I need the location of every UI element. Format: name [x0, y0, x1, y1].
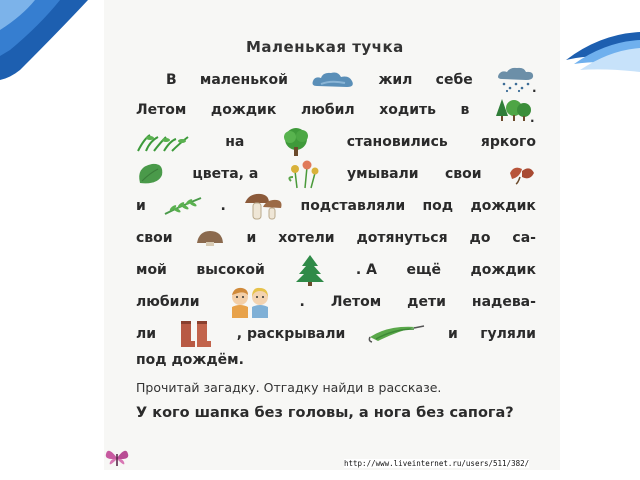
word: подставляли — [300, 198, 406, 214]
children-icon — [226, 285, 274, 319]
word: любили — [136, 294, 200, 310]
grass-icon — [136, 131, 192, 153]
umbrella-icon — [368, 323, 426, 345]
svg-text:.: . — [531, 81, 537, 95]
fern-icon — [163, 196, 203, 216]
word: цвета, а — [192, 166, 259, 182]
story-line-10 — [136, 344, 536, 376]
watermark-url: http://www.liveinternet.ru/users/511/382/ — [344, 459, 530, 468]
word: и — [136, 198, 146, 214]
word: умывали — [347, 166, 419, 182]
word: надева- — [471, 294, 536, 310]
story-line-4 — [136, 158, 536, 190]
word: ли — [136, 326, 157, 342]
svg-text:.: . — [529, 111, 535, 125]
word: высокой — [196, 262, 265, 278]
word: В — [166, 72, 177, 88]
word: . А — [355, 262, 377, 278]
word: свои — [444, 166, 482, 182]
corner-decoration-right — [560, 30, 640, 72]
word: любил — [300, 102, 355, 118]
rain-cloud-icon — [496, 67, 536, 93]
word: яркого — [480, 134, 536, 150]
cloud-icon — [311, 70, 355, 90]
word: себе — [435, 72, 473, 88]
forest-icon — [494, 96, 536, 124]
word: маленькой — [199, 72, 288, 88]
word: в — [460, 102, 470, 118]
word: Летом — [136, 102, 187, 118]
story-line-1 — [136, 64, 536, 96]
word: мой — [136, 262, 167, 278]
word: ещё — [406, 262, 441, 278]
word: дождик — [210, 102, 277, 118]
flowers-icon — [285, 159, 321, 189]
story-line-8 — [136, 286, 536, 318]
word: дети — [407, 294, 446, 310]
word: становились — [346, 134, 448, 150]
corner-decoration-left — [0, 0, 90, 80]
mushrooms-icon — [243, 191, 283, 221]
word: дождик — [470, 262, 536, 278]
word: под — [422, 198, 454, 214]
story-line-5 — [136, 190, 536, 222]
leaf-icon — [136, 161, 166, 187]
mushroom-cap-icon — [195, 229, 225, 247]
word: под дождём. — [136, 352, 244, 368]
riddle-text: У кого шапка без головы, а нога без сапога? — [136, 405, 514, 421]
word: ходить — [379, 102, 436, 118]
word: . — [220, 198, 226, 214]
word: до — [469, 230, 491, 246]
story-line-2 — [136, 94, 536, 126]
story-line-6 — [136, 222, 536, 254]
word: дотянуться — [356, 230, 448, 246]
berries-icon — [508, 163, 536, 185]
word: са- — [512, 230, 536, 246]
riddle-instruction: Прочитай загадку. Отгадку найди в рассказе. — [136, 380, 442, 395]
page-title: Маленькая тучка — [246, 38, 404, 56]
word: на — [225, 134, 245, 150]
word: Летом — [330, 294, 382, 310]
word: . — [299, 294, 305, 310]
word: жил — [378, 72, 413, 88]
tree-icon — [278, 127, 314, 157]
butterfly-icon — [104, 446, 130, 470]
word: свои — [136, 230, 173, 246]
fir-tree-icon — [294, 254, 326, 286]
word: хотели — [278, 230, 335, 246]
word: дождик — [470, 198, 536, 214]
word: и — [448, 326, 458, 342]
word: гуляли — [480, 326, 536, 342]
word: и — [246, 230, 257, 246]
story-line-3 — [136, 126, 536, 158]
word: , раскрывали — [236, 326, 346, 342]
story-line-7 — [136, 254, 536, 286]
